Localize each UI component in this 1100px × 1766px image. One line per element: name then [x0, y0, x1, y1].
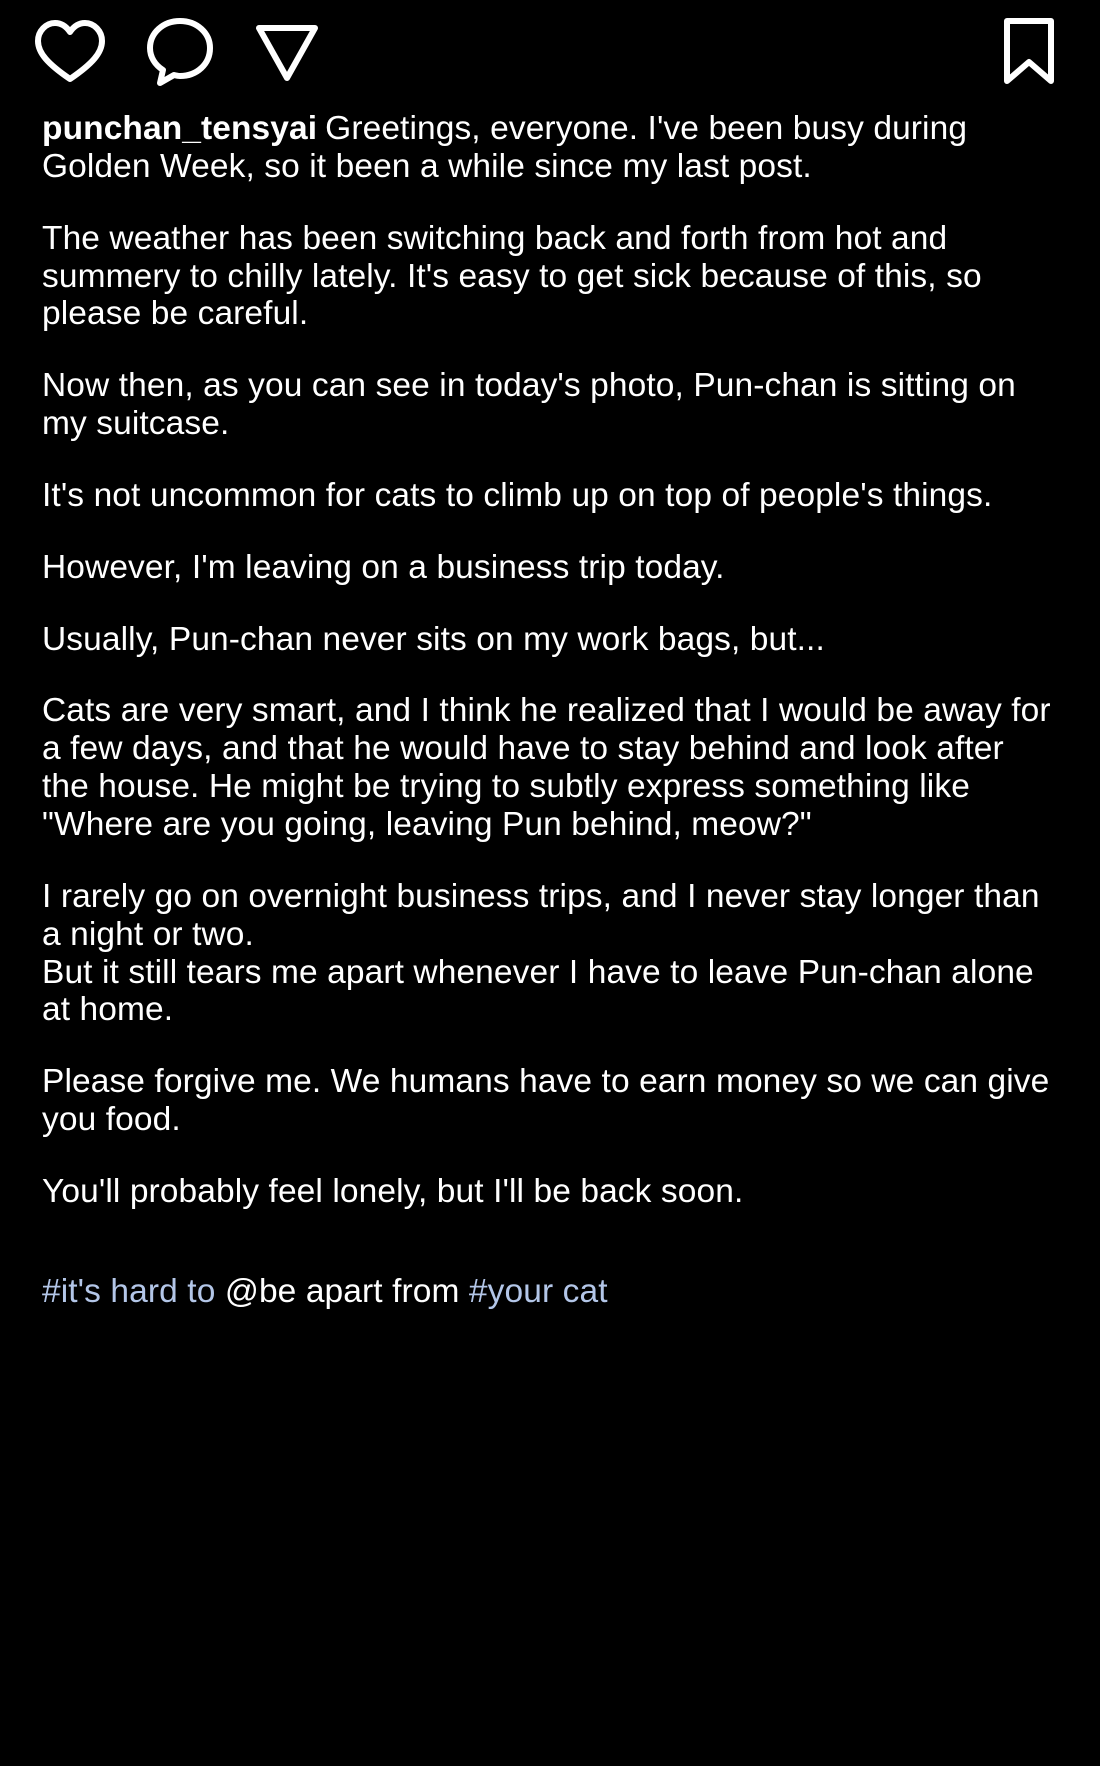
- caption-paragraph: [42, 878, 1060, 954]
- hashtag-link[interactable]: #it's hard to: [42, 1272, 225, 1310]
- caption-paragraph-text: Please forgive me. We humans have to earn money so we can give you food.: [42, 1063, 1050, 1139]
- caption-paragraph: [42, 1173, 1060, 1211]
- caption-paragraph-text: Cats are very smart, and I think he realized that I would be away for a few days, and that he would have to stay behind and look after the house. He might be trying to subtly express something like "Where are you going, leaving Pun behind, meow?": [42, 692, 1051, 843]
- post-action-bar: [0, 0, 1100, 96]
- caption-paragraph: [42, 1063, 1060, 1139]
- caption-hashtag-line: [42, 1273, 1060, 1311]
- caption-paragraph: [42, 477, 1060, 515]
- caption-paragraph-text: Greetings, everyone. I've been busy during Golden Week, so it been a while since my last post.: [42, 110, 968, 185]
- post-action-group-right: [1002, 17, 1066, 85]
- caption-paragraph: [42, 954, 1060, 1030]
- caption-paragraph-text: Usually, Pun-chan never sits on my work bags, but...: [42, 620, 825, 658]
- caption-paragraph: [42, 621, 1060, 659]
- caption-paragraph-text: I rarely go on overnight business trips, and I never stay longer than a night or two.: [42, 877, 1040, 953]
- post-action-group-left: [34, 15, 320, 87]
- post-username[interactable]: punchan_tensyai: [42, 110, 318, 147]
- share-icon[interactable]: [254, 18, 320, 84]
- caption-paragraph-text: You'll probably feel lonely, but I'll be back soon.: [42, 1172, 744, 1210]
- mention-text[interactable]: @be apart from: [224, 1272, 469, 1310]
- caption-paragraph-text: Now then, as you can see in today's photo, Pun-chan is sitting on my suitcase.: [42, 367, 1016, 443]
- hashtag-link[interactable]: #your cat: [468, 1272, 608, 1310]
- comment-icon[interactable]: [144, 15, 216, 87]
- caption-paragraph-text: However, I'm leaving on a business trip today.: [42, 548, 725, 586]
- caption-paragraph-text: But it still tears me apart whenever I have to leave Pun-chan alone at home.: [42, 953, 1034, 1029]
- bookmark-icon[interactable]: [1002, 17, 1056, 85]
- like-icon[interactable]: [34, 18, 106, 84]
- caption-paragraph: [42, 110, 1060, 186]
- caption-paragraph-text: The weather has been switching back and forth from hot and summery to chilly lately. It's easy to get sick because of this, so please be careful.: [42, 219, 982, 333]
- caption-paragraph: [42, 220, 1060, 334]
- caption-container: [0, 96, 1100, 1311]
- caption-paragraph: [42, 367, 1060, 443]
- caption-paragraph: [42, 549, 1060, 587]
- caption-paragraph: [42, 692, 1060, 843]
- post-caption: [42, 110, 1060, 1311]
- caption-paragraph-text: It's not uncommon for cats to climb up on top of people's things.: [42, 476, 993, 514]
